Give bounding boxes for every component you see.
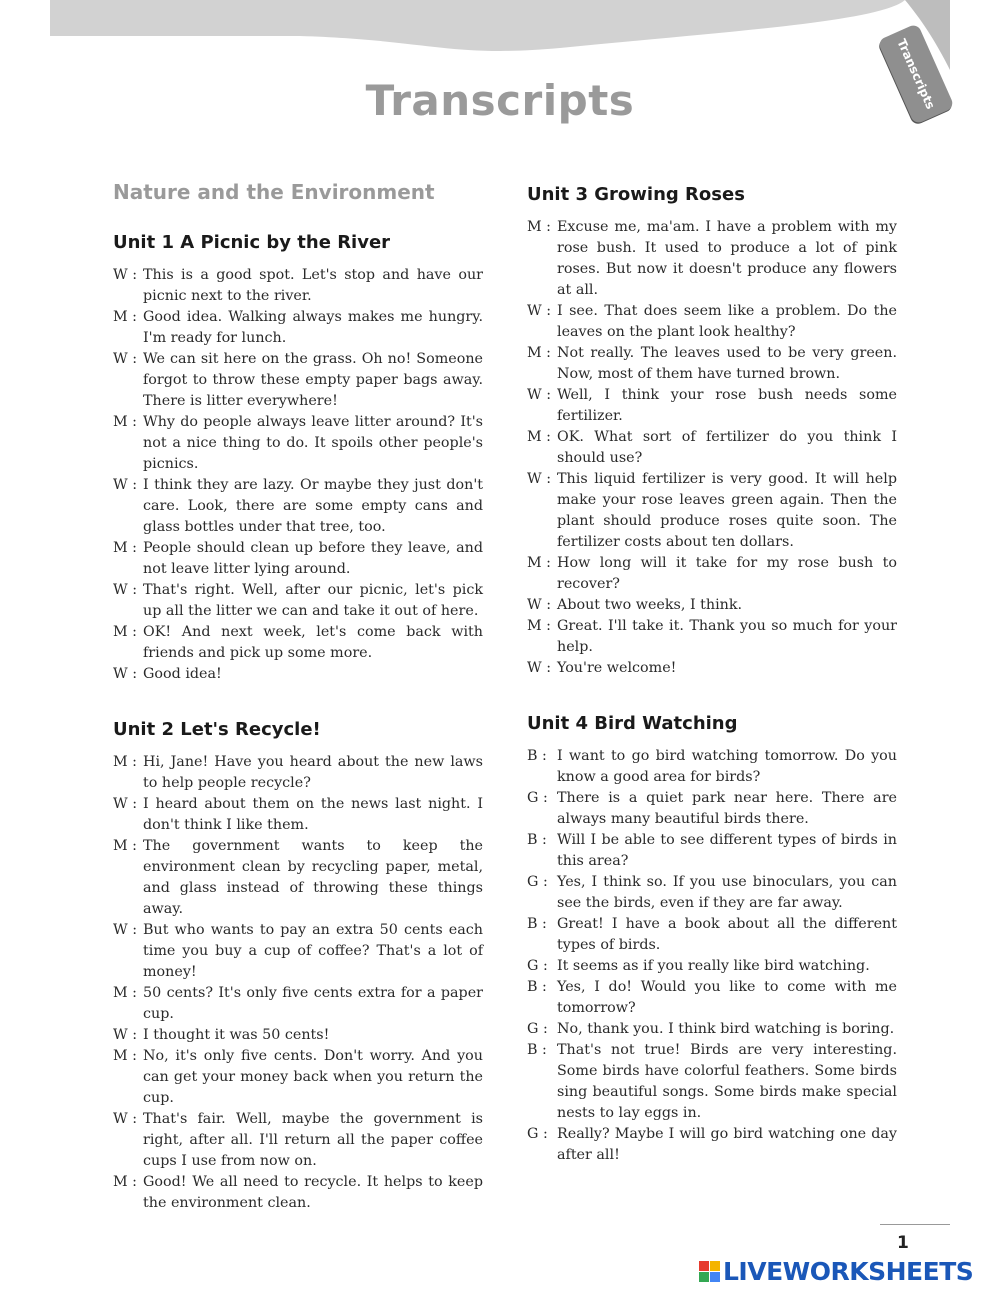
line-text: OK. What sort of fertilizer do you think I should use? — [557, 429, 897, 466]
line-text: This liquid fertilizer is very good. It will help make your rose leaves green again. Then the plant should produce roses quite soon. The fertilizer costs about ten dollars. — [557, 471, 897, 550]
transcript-line — [527, 788, 897, 830]
speaker-label: G : — [527, 1126, 548, 1142]
unit-title: Unit 1 A Picnic by the River — [113, 232, 391, 253]
speaker-label: W : — [113, 666, 138, 682]
line-text: Good idea! — [143, 666, 222, 682]
line-text: People should clean up before they leave, and not leave litter lying around. — [143, 540, 483, 577]
transcript-line — [527, 616, 897, 658]
transcript-line — [527, 343, 897, 385]
transcript-line — [113, 1046, 483, 1109]
transcript-line — [527, 977, 897, 1019]
speaker-label: W : — [527, 471, 552, 487]
line-text: Well, I think your rose bush needs some fertilizer. — [557, 387, 897, 424]
transcript-line — [113, 1172, 483, 1214]
line-text: You're welcome! — [557, 660, 677, 676]
transcript-line — [113, 752, 483, 794]
transcript-line — [113, 664, 483, 685]
transcript-lines — [113, 752, 483, 1214]
transcript-line — [113, 475, 483, 538]
speaker-label: G : — [527, 1021, 548, 1037]
line-text: I heard about them on the news last night. I don't think I like them. — [143, 796, 483, 833]
transcript-line — [113, 920, 483, 983]
line-text: No, thank you. I think bird watching is boring. — [557, 1021, 895, 1037]
transcript-line — [527, 872, 897, 914]
speaker-label: B : — [527, 979, 547, 995]
transcript-line — [527, 1019, 897, 1040]
line-text: It seems as if you really like bird watching. — [557, 958, 870, 974]
page-rule — [880, 1224, 950, 1225]
transcript-line — [527, 469, 897, 553]
line-text: We can sit here on the grass. Oh no! Someone forgot to throw these empty paper bags away. There is litter everywhere! — [143, 351, 483, 409]
unit-3 — [527, 184, 897, 679]
line-text: That's right. Well, after our picnic, let's pick up all the litter we can and take it out of here. — [143, 582, 483, 619]
transcript-line — [527, 385, 897, 427]
transcript-line — [527, 658, 897, 679]
line-text: Why do people always leave litter around? It's not a nice thing to do. It spoils other people's picnics. — [143, 414, 483, 472]
transcript-line — [527, 956, 897, 977]
transcript-line — [113, 412, 483, 475]
line-text: Good idea. Walking always makes me hungry. I'm ready for lunch. — [143, 309, 483, 346]
speaker-label: G : — [527, 958, 548, 974]
speaker-label: W : — [113, 1111, 138, 1127]
section-title: Nature and the Environment — [113, 180, 435, 204]
transcript-line — [113, 538, 483, 580]
header-band — [0, 0, 1000, 70]
speaker-label: M : — [113, 414, 138, 430]
speaker-label: W : — [113, 796, 138, 812]
page-number: 1 — [897, 1233, 909, 1253]
speaker-label: M : — [113, 985, 138, 1001]
line-text: The government wants to keep the environment clean by recycling paper, metal, and glass instead of throwing these things away. — [143, 838, 483, 917]
unit-title: Unit 3 Growing Roses — [527, 184, 745, 205]
brand-logo[interactable] — [699, 1257, 973, 1286]
line-text: OK! And next week, let's come back with friends and pick up some more. — [143, 624, 483, 661]
page-title: Transcripts — [365, 76, 635, 125]
line-text: I want to go bird watching tomorrow. Do you know a good area for birds? — [557, 748, 897, 785]
transcript-line — [113, 836, 483, 920]
speaker-label: W : — [527, 597, 552, 613]
speaker-label: M : — [113, 309, 138, 325]
line-text: Yes, I do! Would you like to come with me tomorrow? — [557, 979, 897, 1016]
line-text: No, it's only five cents. Don't worry. And you can get your money back when you return the cup. — [143, 1048, 483, 1106]
line-text: There is a quiet park near here. There are always many beautiful birds there. — [557, 790, 897, 827]
unit-2 — [113, 719, 483, 1214]
right-column — [527, 184, 897, 1200]
speaker-label: W : — [113, 1027, 138, 1043]
transcript-line — [527, 217, 897, 301]
speaker-label: W : — [527, 387, 552, 403]
transcript-line — [527, 553, 897, 595]
line-text: 50 cents? It's only five cents extra for a paper cup. — [143, 985, 483, 1022]
speaker-label: M : — [113, 1174, 138, 1190]
unit-4 — [527, 713, 897, 1166]
line-text: That's fair. Well, maybe the government is right, after all. I'll return all the paper coffee cups I use from now on. — [143, 1111, 483, 1169]
speaker-label: M : — [527, 219, 552, 235]
line-text: I think they are lazy. Or maybe they just don't care. Look, there are some empty cans and glass bottles under that tree, too. — [143, 477, 483, 535]
transcript-line — [527, 427, 897, 469]
line-text: I thought it was 50 cents! — [143, 1027, 330, 1043]
line-text: But who wants to pay an extra 50 cents each time you buy a cup of coffee? That's a lot of money! — [143, 922, 483, 980]
speaker-label: M : — [527, 618, 552, 634]
speaker-label: W : — [527, 660, 552, 676]
speaker-label: M : — [113, 838, 138, 854]
speaker-label: M : — [113, 540, 138, 556]
line-text: About two weeks, I think. — [557, 597, 743, 613]
transcript-lines — [527, 746, 897, 1166]
line-text: How long will it take for my rose bush to recover? — [557, 555, 897, 592]
speaker-label: W : — [527, 303, 552, 319]
transcript-line — [527, 1040, 897, 1124]
unit-title: Unit 4 Bird Watching — [527, 713, 738, 734]
speaker-label: B : — [527, 832, 547, 848]
transcript-line — [527, 914, 897, 956]
line-text: Excuse me, ma'am. I have a problem with my rose bush. It used to produce a lot of pink roses. But now it doesn't produce any flowers at all. — [557, 219, 897, 298]
line-text: Will I be able to see different types of birds in this area? — [557, 832, 897, 869]
transcript-line — [113, 580, 483, 622]
speaker-label: W : — [113, 922, 138, 938]
left-column — [113, 232, 483, 1248]
transcript-line — [113, 794, 483, 836]
speaker-label: W : — [113, 582, 138, 598]
side-tab-label: Transcripts — [894, 36, 938, 112]
transcript-line — [113, 1109, 483, 1172]
line-text: Great! I have a book about all the different types of birds. — [557, 916, 897, 953]
line-text: Good! We all need to recycle. It helps to keep the environment clean. — [143, 1174, 483, 1211]
transcript-line — [527, 595, 897, 616]
speaker-label: M : — [527, 429, 552, 445]
line-text: That's not true! Birds are very interesting. Some birds have colorful feathers. Some birds sing beautiful songs. Some birds make special nests to lay eggs in. — [557, 1042, 897, 1121]
speaker-label: B : — [527, 1042, 547, 1058]
line-text: Yes, I think so. If you use binoculars, you can see the birds, even if they are far away. — [557, 874, 897, 911]
brand-name: LIVEWORKSHEETS — [723, 1257, 974, 1286]
line-text: This is a good spot. Let's stop and have our picnic next to the river. — [143, 267, 483, 304]
unit-title: Unit 2 Let's Recycle! — [113, 719, 321, 740]
line-text: Hi, Jane! Have you heard about the new laws to help people recycle? — [143, 754, 483, 791]
transcript-lines — [113, 265, 483, 685]
transcript-line — [113, 265, 483, 307]
speaker-label: W : — [113, 477, 138, 493]
speaker-label: B : — [527, 748, 547, 764]
liveworksheets-icon — [699, 1261, 720, 1282]
transcript-line — [527, 301, 897, 343]
transcript-line — [527, 1124, 897, 1166]
speaker-label: G : — [527, 790, 548, 806]
unit-1 — [113, 232, 483, 685]
speaker-label: W : — [113, 267, 138, 283]
transcript-line — [113, 983, 483, 1025]
line-text: Really? Maybe I will go bird watching one day after all! — [557, 1126, 897, 1163]
transcript-lines — [527, 217, 897, 679]
line-text: I see. That does seem like a problem. Do the leaves on the plant look healthy? — [557, 303, 897, 340]
speaker-label: B : — [527, 916, 547, 932]
transcript-line — [113, 349, 483, 412]
transcript-line — [527, 746, 897, 788]
transcript-line — [113, 307, 483, 349]
speaker-label: M : — [527, 555, 552, 571]
speaker-label: W : — [113, 351, 138, 367]
line-text: Great. I'll take it. Thank you so much for your help. — [557, 618, 897, 655]
transcript-line — [113, 622, 483, 664]
speaker-label: M : — [113, 754, 138, 770]
speaker-label: M : — [527, 345, 552, 361]
speaker-label: M : — [113, 624, 138, 640]
speaker-label: G : — [527, 874, 548, 890]
line-text: Not really. The leaves used to be very green. Now, most of them have turned brown. — [557, 345, 897, 382]
speaker-label: M : — [113, 1048, 138, 1064]
transcript-line — [527, 830, 897, 872]
transcript-line — [113, 1025, 483, 1046]
